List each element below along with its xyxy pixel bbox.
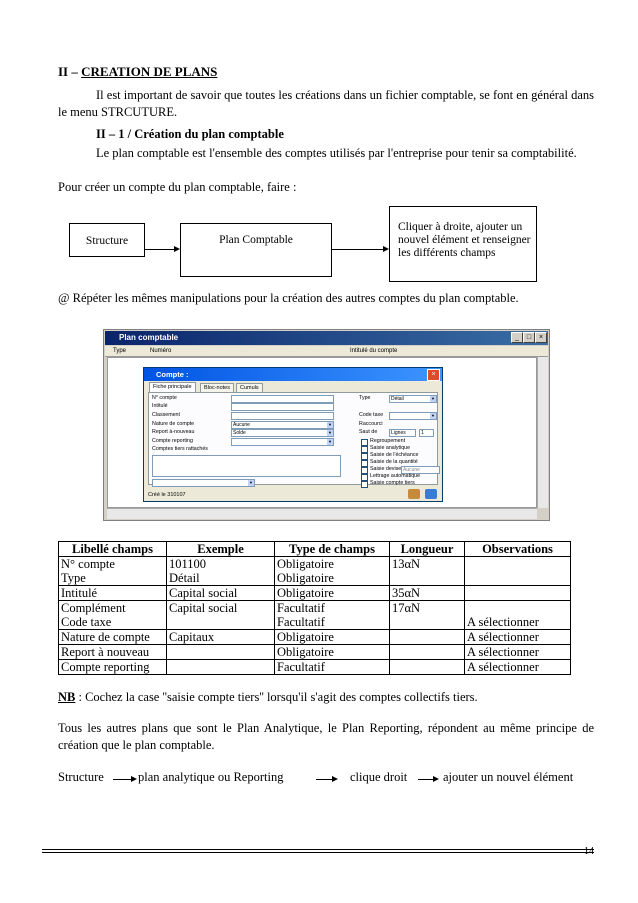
flow-step2-label: Plan Comptable — [219, 234, 293, 246]
list-header — [105, 346, 548, 357]
saut-count: 1 — [421, 430, 424, 436]
cell-exemple — [167, 557, 275, 586]
cell-text: 13αN — [392, 557, 421, 571]
cb-label-regroupement: Regroupement — [370, 438, 406, 444]
flow-arrow-2 — [332, 249, 383, 250]
cell-text: Type — [61, 571, 86, 585]
cell-type — [275, 557, 390, 586]
section-title — [58, 64, 217, 80]
nature-value: Aucune — [233, 422, 250, 428]
path-arrow-1-head — [131, 776, 137, 782]
tab-bloc-notes[interactable]: Bloc-notes — [200, 383, 234, 393]
header-type: Type de champs — [275, 542, 390, 557]
cell-text: Facultatif — [277, 615, 325, 629]
cell-type: Facultatif — [275, 660, 390, 675]
chevron-down-icon: ▼ — [328, 430, 332, 435]
nb-text: : Cochez la case ''saisie compte tiers'' lorsqu'il s'agit des comptes collectifs tiers. — [75, 690, 478, 704]
cell-observations: A sélectionner — [465, 660, 571, 675]
page-number: 14 — [584, 846, 594, 857]
path-arrow-2-head — [332, 776, 338, 782]
header-observations: Observations — [465, 542, 571, 557]
close-window-button[interactable]: × — [535, 332, 547, 343]
label-type: Type — [359, 395, 371, 401]
label-n-compte: N° compte — [152, 395, 177, 401]
table-row — [59, 557, 571, 586]
nb-label: NB — [58, 690, 76, 704]
table-row — [59, 660, 571, 675]
checkbox-regroupement[interactable] — [361, 439, 368, 446]
cell-libelle: Compte reporting — [59, 660, 167, 675]
cell-libelle: Intitulé — [59, 586, 167, 601]
plan-comptable-window — [103, 329, 550, 521]
select-saut[interactable] — [389, 429, 416, 437]
cell-libelle: Nature de compte — [59, 630, 167, 645]
chevron-down-icon: ▼ — [328, 439, 332, 444]
nb-note — [58, 690, 478, 705]
devise-value: Aucune — [403, 467, 420, 473]
cell-observations — [465, 601, 571, 630]
dialog-titlebar — [144, 368, 442, 381]
cell-exemple: Capitaux — [167, 630, 275, 645]
cell-text: 17αN — [392, 601, 421, 615]
checkbox-analytique[interactable] — [361, 446, 368, 453]
label-comptes-tiers: Comptes tiers rattachés — [152, 446, 208, 452]
table-header-row — [59, 542, 571, 557]
select-reporting[interactable] — [231, 438, 334, 446]
vertical-scrollbar[interactable] — [537, 357, 548, 508]
header-longueur: Longueur — [390, 542, 465, 557]
cell-observations — [465, 557, 571, 586]
compte-dialog — [143, 367, 443, 502]
cb-label-echeance: Saisie de l'échéance — [370, 452, 419, 458]
cell-type: Obligatoire — [275, 586, 390, 601]
cb-label-analytique: Saisie analytique — [370, 445, 411, 451]
cell-text: Code taxe — [61, 615, 112, 629]
footer-rule-2 — [42, 852, 594, 853]
created-date: Créé le 310107 — [148, 492, 186, 498]
cell-observations: A sélectionner — [465, 645, 571, 660]
flow-box-instructions — [389, 206, 537, 282]
cell-exemple: Capital social — [167, 586, 275, 601]
saut-value: Lignes — [391, 430, 406, 436]
label-nature: Nature de compte — [152, 421, 195, 427]
flow-step1-label: Structure — [85, 235, 129, 247]
minimize-button[interactable]: _ — [511, 332, 523, 343]
checkbox-echeance[interactable] — [361, 453, 368, 460]
label-raccourci: Raccourci — [359, 421, 383, 427]
chevron-down-icon: ▼ — [431, 413, 435, 418]
save-icon[interactable] — [425, 489, 437, 499]
flow-step3-label: Cliquer à droite, ajouter un nouvel élément et renseigner les différents champs — [398, 221, 531, 259]
window-titlebar — [105, 331, 548, 345]
cell-longueur — [390, 601, 465, 630]
repeat-note: @ Répéter les mêmes manipulations pour la création des autres comptes du plan comptable. — [58, 291, 519, 305]
subsection-title: II – 1 / Création du plan comptable — [96, 127, 284, 141]
cell-text: Obligatoire — [277, 571, 334, 585]
comptes-tiers-select[interactable] — [152, 479, 255, 487]
flow-arrow-1 — [145, 249, 174, 250]
table-row — [59, 645, 571, 660]
path-structure: Structure — [58, 770, 104, 784]
intro-paragraph: Il est important de savoir que toutes les créations dans un fichier comptable, se font en général dans le menu STRCUTURE. — [58, 88, 594, 119]
tab-fiche-principale[interactable]: Fiche principale — [149, 382, 196, 393]
comptes-tiers-list[interactable] — [152, 455, 341, 477]
column-numero[interactable]: Numéro — [150, 348, 172, 354]
maximize-button[interactable]: □ — [523, 332, 535, 343]
tab-cumuls[interactable]: Cumuls — [236, 383, 263, 393]
dialog-title: Compte : — [156, 370, 189, 379]
flow-box-structure — [69, 223, 145, 257]
definition-paragraph: Le plan comptable est l'ensemble des comptes utilisés par l'entreprise pour tenir sa comptabilité. — [96, 146, 577, 160]
cell-longueur — [390, 630, 465, 645]
cell-exemple — [167, 601, 275, 630]
cb-label-lettrage: Lettrage automatique — [370, 473, 421, 479]
dialog-close-button[interactable]: × — [427, 369, 440, 381]
cell-text: 101100 — [169, 557, 207, 571]
cell-text: Obligatoire — [277, 557, 334, 571]
cell-exemple — [167, 645, 275, 660]
path-clic: clique droit — [350, 770, 408, 784]
column-intitule[interactable]: Intitulé du compte — [350, 348, 398, 354]
cell-type: Obligatoire — [275, 645, 390, 660]
cell-text: Détail — [169, 571, 200, 585]
fields-table — [58, 541, 571, 675]
path-plan: plan analytique ou Reporting — [138, 770, 284, 784]
chevron-down-icon: ▼ — [249, 480, 253, 485]
cell-longueur — [390, 557, 465, 586]
horizontal-scrollbar[interactable] — [107, 508, 537, 519]
cb-label-quantite: Saisie de la quantité — [370, 459, 418, 465]
cell-libelle: Report à nouveau — [59, 645, 167, 660]
label-report: Report à-nouveau — [152, 429, 195, 435]
cell-text: Facultatif — [277, 601, 325, 615]
saut-count-field[interactable] — [419, 429, 434, 437]
select-report[interactable] — [231, 429, 334, 437]
other-plans-paragraph: Tous les autres plans que sont le Plan Analytique, le Plan Reporting, répondent au même principe de création que le plan comptable. — [58, 721, 594, 752]
cell-type: Obligatoire — [275, 630, 390, 645]
checkbox-lettrage[interactable] — [361, 474, 368, 481]
checkbox-devise[interactable] — [361, 467, 368, 474]
path-arrow-3-head — [433, 776, 439, 782]
path-ajouter: ajouter un nouvel élément — [443, 770, 574, 784]
cell-exemple — [167, 660, 275, 675]
cb-label-compte-tiers: Saisie compte tiers — [370, 480, 415, 486]
label-code-taxe: Code taxe — [359, 412, 384, 418]
table-row — [59, 630, 571, 645]
table-row — [59, 601, 571, 630]
field-classement[interactable] — [231, 412, 334, 420]
label-saut-de: Saut de — [359, 429, 378, 435]
field-intitule[interactable] — [231, 403, 334, 411]
checkbox-compte-tiers[interactable] — [361, 481, 368, 488]
section-title-text: CREATION DE PLANS — [81, 64, 218, 79]
cell-longueur: 35αN — [390, 586, 465, 601]
cell-observations — [465, 586, 571, 601]
cell-text: N° compte — [61, 557, 115, 571]
cell-libelle — [59, 557, 167, 586]
window-title: Plan comptable — [119, 333, 179, 342]
report-value: Solde — [233, 430, 246, 436]
cell-observations: A sélectionner — [465, 630, 571, 645]
checkbox-quantite[interactable] — [361, 460, 368, 467]
cell-longueur — [390, 645, 465, 660]
header-libelle: Libellé champs — [59, 542, 167, 557]
cell-text: Capital social — [169, 601, 238, 615]
footer-rule — [42, 849, 594, 850]
select-code-taxe[interactable] — [389, 412, 437, 420]
flow-box-plan-comptable — [180, 223, 332, 277]
type-value: Détail — [391, 396, 404, 402]
field-n-compte[interactable] — [231, 395, 334, 403]
cell-libelle — [59, 601, 167, 630]
header-exemple: Exemple — [167, 542, 275, 557]
column-type[interactable]: Type — [113, 348, 127, 354]
how-to-text: Pour créer un compte du plan comptable, faire : — [58, 180, 297, 194]
toolbox-icon[interactable] — [408, 489, 420, 499]
chevron-down-icon: ▼ — [328, 422, 332, 427]
label-classement: Classement — [152, 412, 180, 418]
chevron-down-icon: ▼ — [431, 396, 435, 401]
section-number: II – — [58, 64, 82, 79]
select-type[interactable] — [389, 395, 437, 403]
cell-text: A sélectionner — [467, 615, 539, 629]
label-intitule: Intitulé — [152, 403, 168, 409]
cell-longueur — [390, 660, 465, 675]
table-row — [59, 586, 571, 601]
cell-type — [275, 601, 390, 630]
cb-label-devise: Saisie devise — [370, 466, 402, 472]
dialog-panel — [148, 392, 438, 485]
cell-text: Complément — [61, 601, 126, 615]
select-nature[interactable] — [231, 421, 334, 429]
label-reporting: Compte reporting — [152, 438, 193, 444]
path-arrow-1 — [113, 779, 133, 780]
